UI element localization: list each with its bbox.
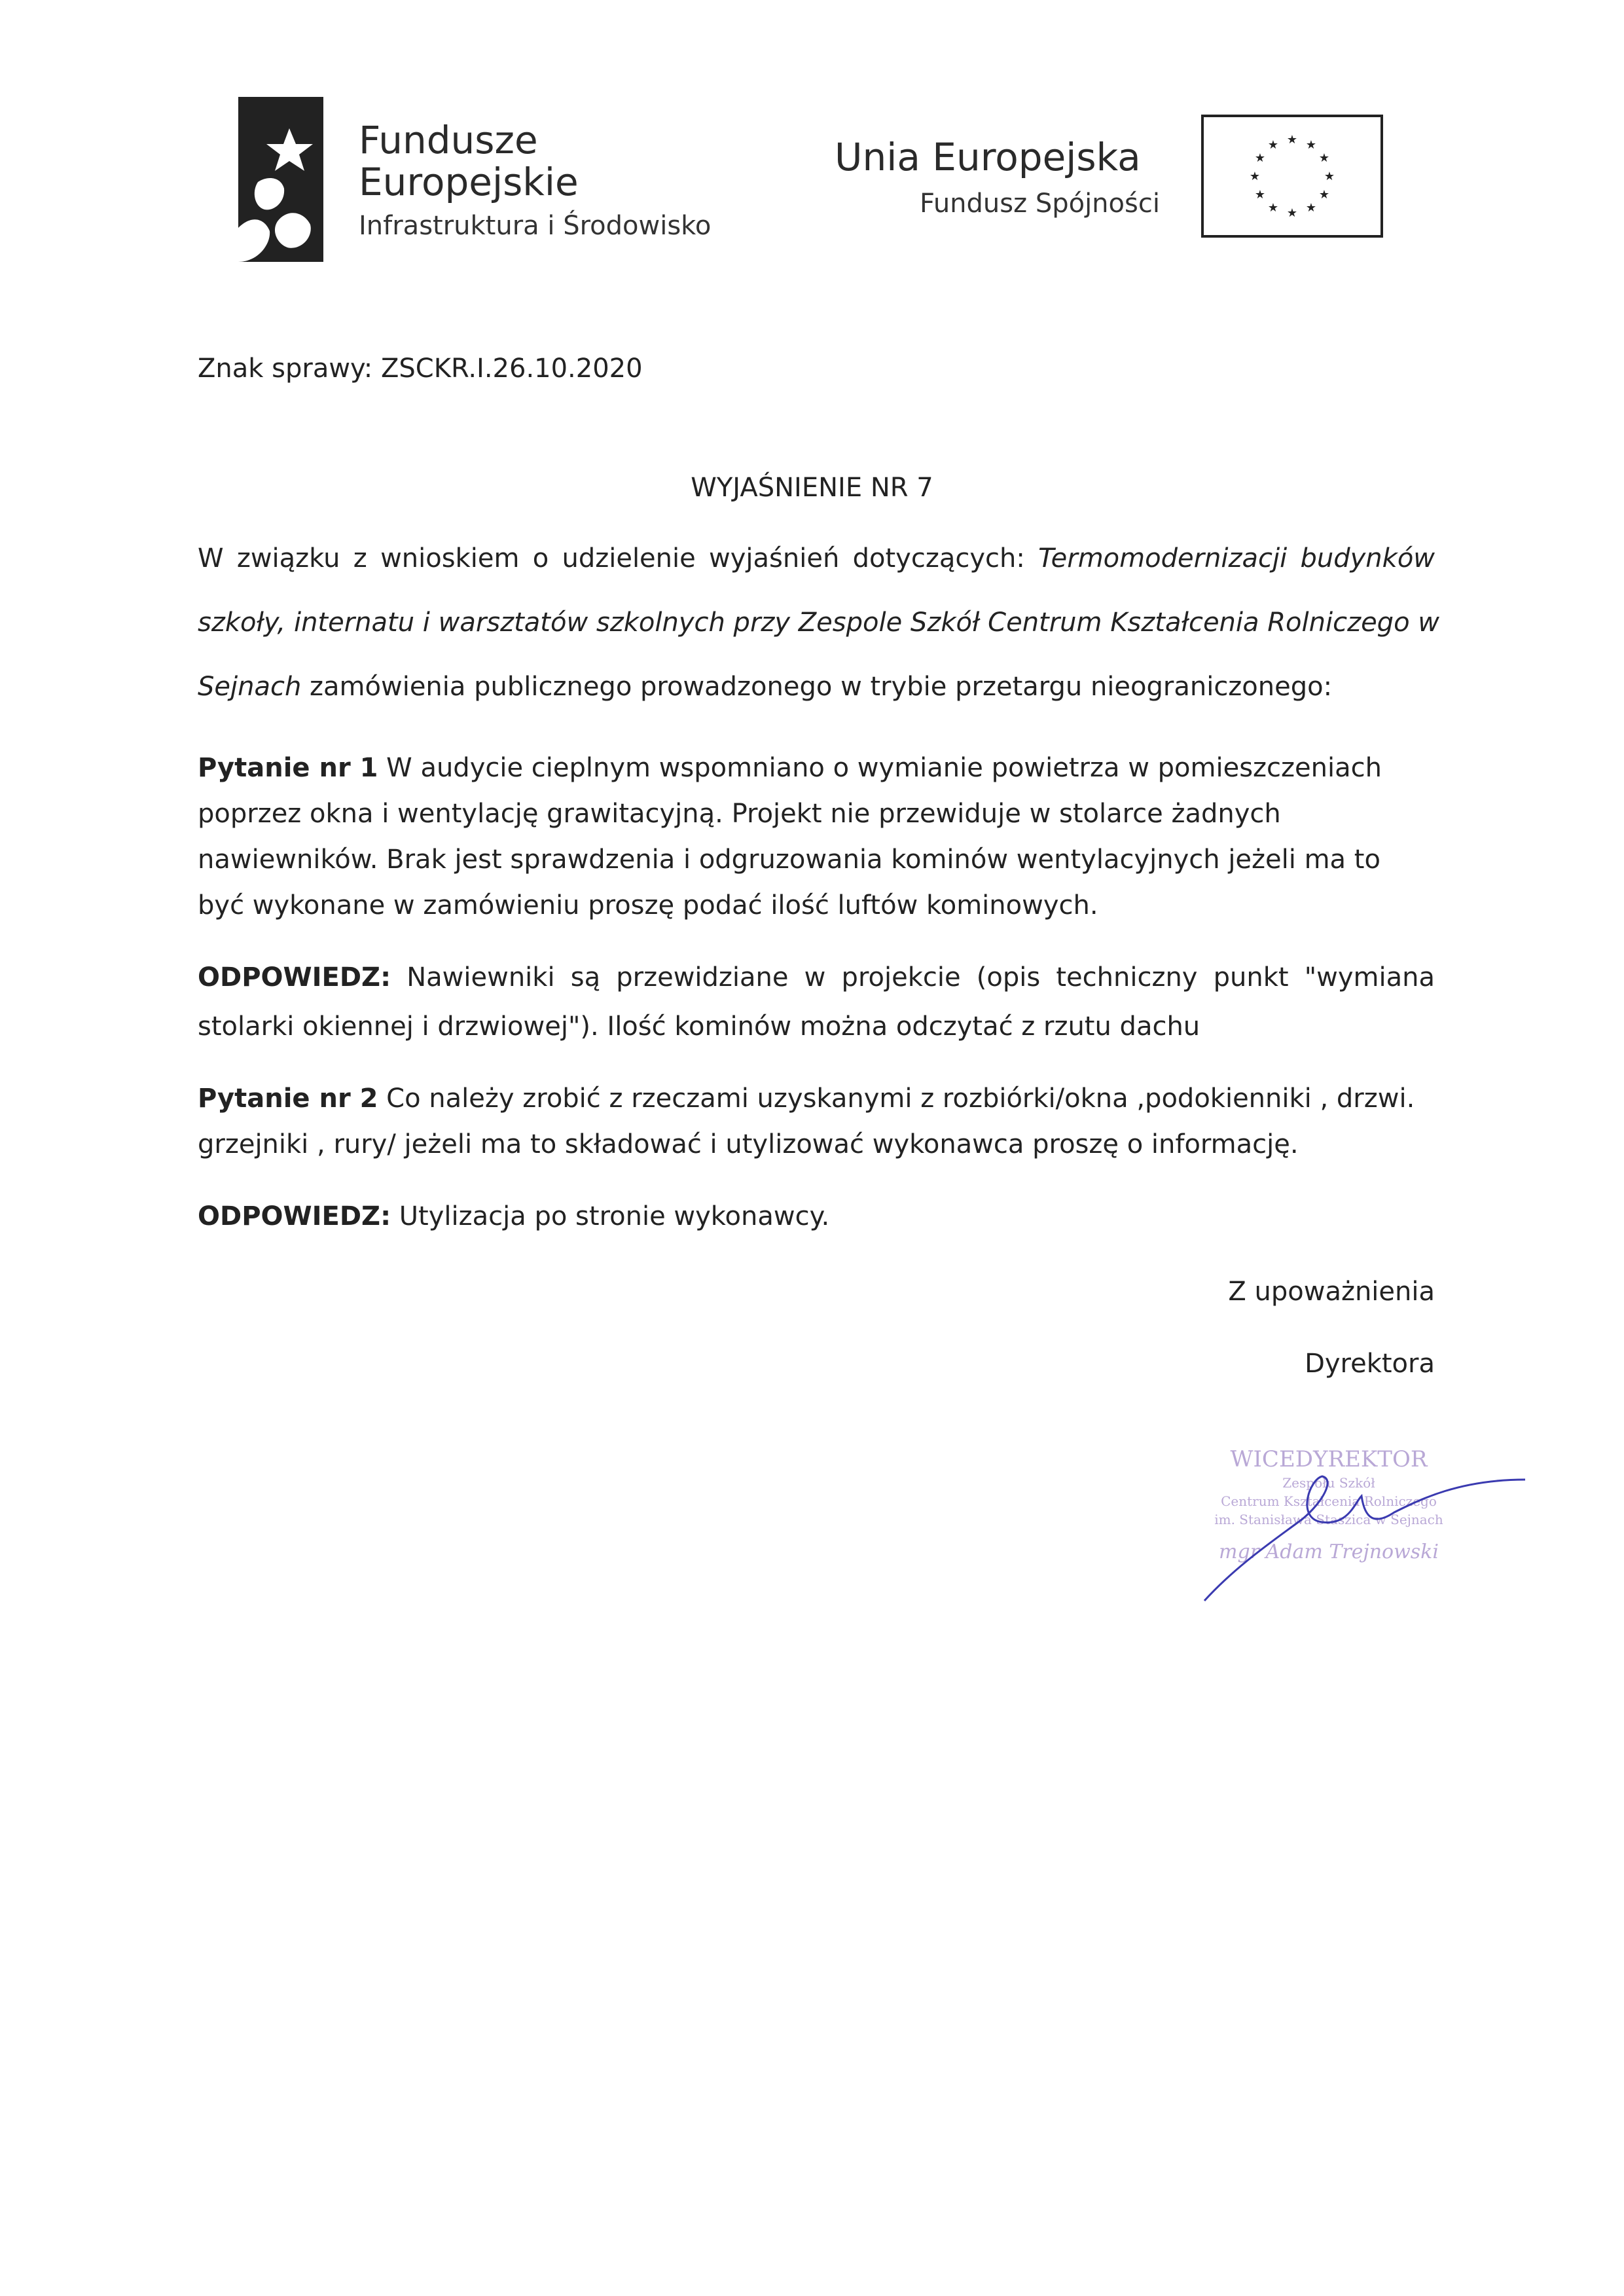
intro-line-3 — [198, 672, 1435, 702]
case-reference: Znak sprawy: ZSCKR.I.26.10.2020 — [198, 354, 643, 384]
fe-logo-line2: Europejskie — [359, 160, 579, 204]
svg-text:★: ★ — [1286, 133, 1298, 147]
intro-l1-plain: W związku z wnioskiem o udzielenie wyjaśnień dotyczących: — [198, 543, 1025, 574]
svg-text:★: ★ — [1249, 170, 1261, 183]
intro-l3-italic: Sejnach — [198, 672, 302, 702]
q1-text-1: W audycie cieplnym wspomniano o wymianie powietrza w pomieszczeniach — [386, 753, 1382, 783]
stamp-line-5: mgr Adam Trejnowski — [1219, 1540, 1439, 1563]
q1-label: Pytanie nr 1 — [198, 753, 378, 783]
svg-text:★: ★ — [1267, 201, 1279, 215]
q2-line-2: grzejniki , rury/ jeżeli ma to składować i utylizować wykonawca proszę o informację. — [198, 1129, 1299, 1159]
a1-line-2: stolarki okiennej i drzwiowej"). Ilość kominów można odczytać z rzutu dachu — [198, 1011, 1200, 1042]
q2-label: Pytanie nr 2 — [198, 1084, 378, 1114]
q1-line-1 — [198, 753, 1435, 783]
a2-text: Utylizacja po stronie wykonawcy. — [399, 1201, 830, 1231]
svg-text:★: ★ — [1254, 188, 1266, 202]
a1-label: ODPOWIEDZ: — [198, 962, 391, 993]
intro-l3-plain: zamówienia publicznego prowadzonego w trybie przetargu nieograniczonego: — [310, 672, 1333, 702]
q1-line-3: nawiewników. Brak jest sprawdzenia i odgruzowania kominów wentylacyjnych jeżeli ma to — [198, 845, 1380, 875]
svg-text:★: ★ — [1318, 151, 1330, 165]
q1-line-2: poprzez okna i wentylację grawitacyjną. Projekt nie przewiduje w stolarce żadnych — [198, 799, 1281, 829]
q2-text-1: Co należy zrobić z rzeczami uzyskanymi z rozbiórki/okna ,podokienniki , drzwi. — [386, 1084, 1415, 1114]
intro-line-1 — [198, 543, 1435, 574]
q1-line-4: być wykonane w zamówieniu proszę podać ilość luftów kominowych. — [198, 890, 1098, 920]
intro-line-2 — [198, 608, 1439, 638]
eu-flag-icon — [1201, 115, 1383, 238]
fe-logo-line1: Fundusze — [359, 118, 538, 162]
svg-text:★: ★ — [1305, 138, 1317, 152]
stamp-line-1: WICEDYREKTOR — [1230, 1446, 1428, 1472]
svg-text:★: ★ — [1254, 151, 1266, 165]
fe-logo-title — [359, 119, 579, 203]
a2-label: ODPOWIEDZ: — [198, 1201, 391, 1231]
a2-line — [198, 1201, 1435, 1231]
signature-line-1: Z upoważnienia — [1228, 1277, 1435, 1307]
svg-text:★: ★ — [1324, 170, 1335, 183]
a1-line-1 — [198, 962, 1435, 993]
svg-text:★: ★ — [1286, 206, 1298, 220]
svg-text:★: ★ — [1318, 188, 1330, 202]
intro-l1-italic: Termomodernizacji budynków — [1038, 543, 1435, 574]
document-title: WYJAŚNIENIE NR 7 — [691, 473, 933, 503]
stamp-line-4: im. Stanisława Staszica w Sejnach — [1214, 1512, 1443, 1527]
ue-subtitle: Fundusz Spójności — [920, 189, 1160, 219]
a1-text-1: Nawiewniki są przewidziane w projekcie (opis techniczny punkt "wymiana — [406, 962, 1435, 993]
intro-l2-italic: szkoły, internatu i warsztatów szkolnych przy Zespole Szkół Centrum Kształcenia Rolniczego w — [198, 608, 1439, 638]
q2-line-1 — [198, 1084, 1435, 1114]
signature-line-2: Dyrektora — [1305, 1349, 1435, 1379]
svg-text:★: ★ — [1305, 201, 1317, 215]
svg-text:★: ★ — [1267, 138, 1279, 152]
fe-logo-subtitle: Infrastruktura i Środowisko — [359, 211, 712, 241]
stamp-line-3: Centrum Kształcenia Rolniczego — [1221, 1493, 1437, 1509]
stamp-line-2: Zespołu Szkół — [1282, 1475, 1375, 1491]
official-stamp — [1159, 1440, 1538, 1611]
fundusze-europejskie-logo-icon — [238, 97, 323, 262]
ue-title: Unia Europejska — [835, 135, 1141, 179]
